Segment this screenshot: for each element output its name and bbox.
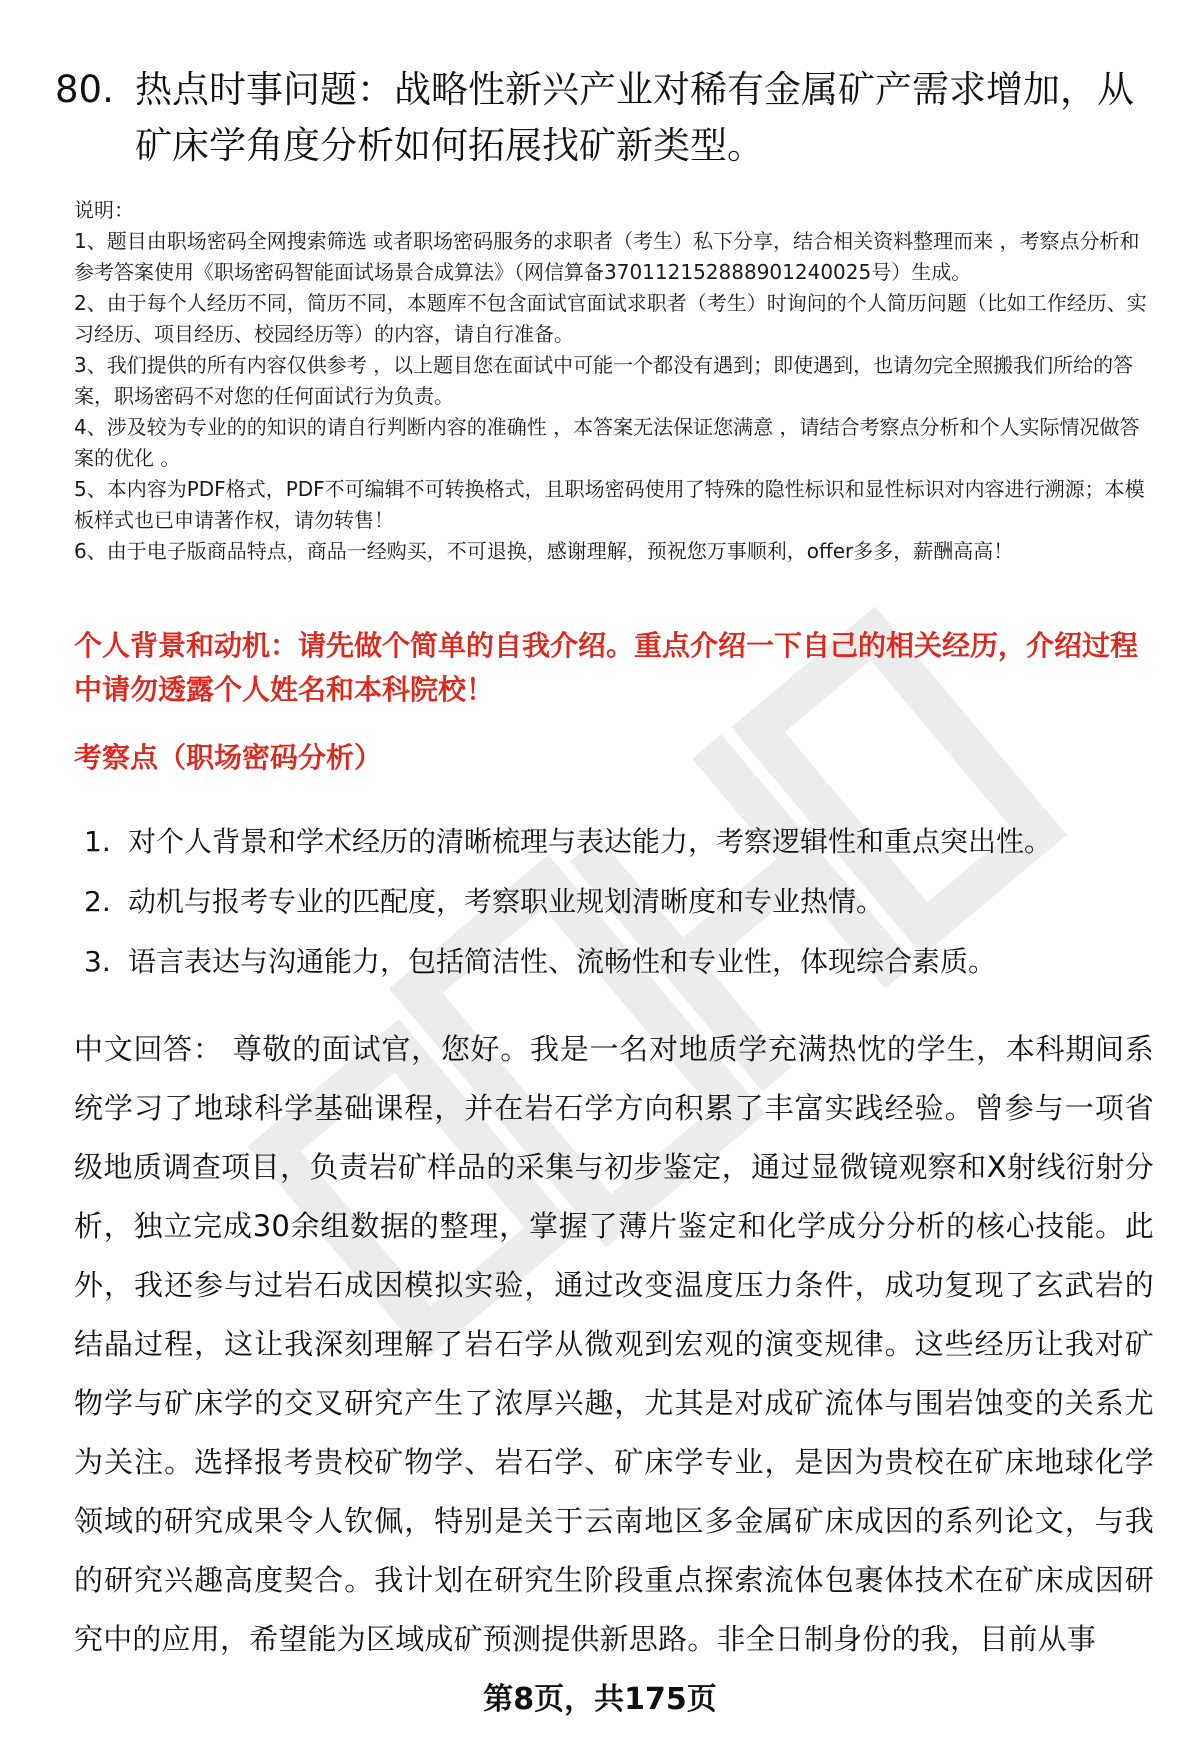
notes-heading: 说明：: [74, 198, 134, 222]
point-text: 对个人背景和学术经历的清晰梳理与表达能力，考察逻辑性和重点突出性。: [128, 825, 1053, 858]
notes-section: [74, 195, 1154, 567]
background-prompt: 个人背景和动机：请先做个简单的自我介绍。重点介绍一下自己的相关经历，介绍过程中请勿透露个人姓名和本科院校！: [74, 629, 1139, 706]
note-item: 4、涉及较为专业的的知识的请自行判断内容的准确性 ，本答案无法保证您满意 ，请结合考察点分析和个人实际情况做答案的优化 。: [74, 415, 1140, 470]
analysis-heading: 考察点（职场密码分析）: [74, 741, 383, 774]
analysis-points-list: [84, 812, 1144, 992]
question-text: 热点时事问题：战略性新兴产业对稀有金属矿产需求增加，从矿床学角度分析如何拓展找矿新类型。: [135, 68, 1134, 167]
note-item: 2、由于每个人经历不同，简历不同，本题库不包含面试官面试求职者（考生）时询问的个人简历问题（比如工作经历、实习经历、项目经历、校园经历等）的内容，请自行准备。: [74, 291, 1147, 346]
note-item: 5、本内容为PDF格式，PDF不可编辑不可转换格式，且职场密码使用了特殊的隐性标识和显性标识对内容进行溯源；本模板样式也已申请著作权，请勿转售！: [74, 477, 1145, 532]
question-number: 80.: [55, 68, 114, 111]
point-text: 语言表达与沟通能力，包括简洁性、流畅性和专业性，体现综合素质。: [128, 945, 997, 978]
point-number: 2.: [84, 885, 111, 918]
list-item: [84, 872, 1144, 932]
point-number: 1.: [84, 825, 111, 858]
list-item: [84, 812, 1144, 872]
page-footer: 第8页，共175页: [483, 1682, 717, 1717]
note-item: 6、由于电子版商品特点，商品一经购买，不可退换，感谢理解，预祝您万事顺利，offer多多，薪酬高高！: [74, 539, 1014, 563]
point-number: 3.: [84, 945, 111, 978]
point-text: 动机与报考专业的匹配度，考察职业规划清晰度和专业热情。: [128, 885, 885, 918]
list-item: [84, 932, 1144, 992]
question-title: [55, 62, 1145, 174]
note-item: 1、题目由职场密码全网搜索筛选 或者职场密码服务的求职者（考生）私下分享，结合相关资料整理而来 ，考察点分析和参考答案使用《职场密码智能面试场景合成算法》（网信算备370112152888901240025号）生成。: [74, 229, 1140, 284]
note-item: 3、我们提供的所有内容仅供参考 ，以上题目您在面试中可能一个都没有遇到；即使遇到，也请勿完全照搬我们所给的答案，职场密码不对您的任何面试行为负责。: [74, 353, 1134, 408]
answer-text: 中文回答： 尊敬的面试官，您好。我是一名对地质学充满热忱的学生，本科期间系统学习了地球科学基础课程，并在岩石学方向积累了丰富实践经验。曾参与一项省级地质调查项目，负责岩矿样品的采集与初步鉴定，通过显微镜观察和X射线衍射分析，独立完成30余组数据的整理，掌握了薄片鉴定和化学成分分析的核心技能。此外，我还参与过岩石成因模拟实验，通过改变温度压力条件，成功复现了玄武岩的结晶过程，这让我深刻理解了岩石学从微观到宏观的演变规律。这些经历让我对矿物学与矿床学的交叉研究产生了浓厚兴趣，尤其是对成矿流体与围岩蚀变的关系尤为关注。选择报考贵校矿物学、岩石学、矿床学专业，是因为贵校在矿床地球化学领域的研究成果令人钦佩，特别是关于云南地区多金属矿床成因的系列论文，与我的研究兴趣高度契合。我计划在研究生阶段重点探索流体包裹体技术在矿床成因研究中的应用，希望能为区域成矿预测提供新思路。非全日制身份的我，目前从事: [74, 1032, 1154, 1656]
